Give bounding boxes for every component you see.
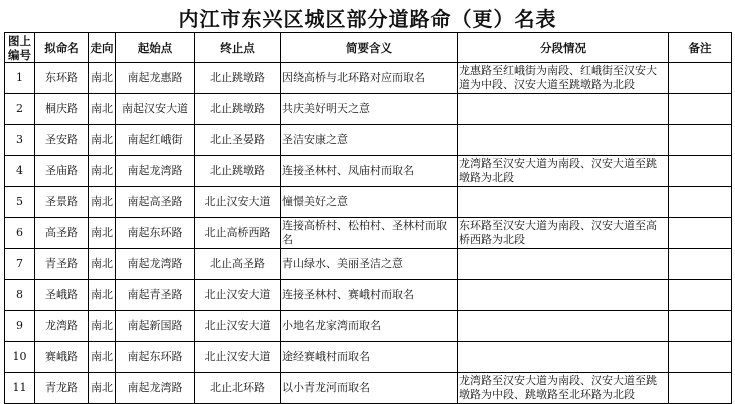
table-row bbox=[5, 342, 732, 373]
cell-end: 北止高桥西路 bbox=[195, 218, 281, 249]
cell-start: 南起东环路 bbox=[116, 342, 195, 373]
cell-start: 南起龙湾路 bbox=[116, 249, 195, 280]
cell-name: 圣景路 bbox=[35, 187, 89, 218]
header-segments: 分段情况 bbox=[458, 33, 669, 63]
cell-number: 9 bbox=[5, 311, 35, 342]
cell-end: 北止汉安大道 bbox=[195, 311, 281, 342]
cell-note bbox=[669, 311, 732, 342]
cell-note bbox=[669, 342, 732, 373]
cell-segments bbox=[458, 311, 669, 342]
cell-end: 北止汉安大道 bbox=[195, 280, 281, 311]
cell-start: 南起青圣路 bbox=[116, 280, 195, 311]
cell-segments bbox=[458, 280, 669, 311]
table-row bbox=[5, 187, 732, 218]
cell-note bbox=[669, 187, 732, 218]
cell-note bbox=[669, 125, 732, 156]
cell-direction: 南北 bbox=[89, 63, 116, 94]
cell-note bbox=[669, 249, 732, 280]
cell-name: 青圣路 bbox=[35, 249, 89, 280]
cell-direction: 南北 bbox=[89, 125, 116, 156]
cell-start: 南起汉安大道 bbox=[116, 94, 195, 125]
cell-start: 南起新国路 bbox=[116, 311, 195, 342]
header-no: 图上编号 bbox=[5, 33, 35, 63]
cell-meaning: 小地名龙家湾而取名 bbox=[281, 311, 458, 342]
cell-segments: 东环路至汉安大道为南段、汉安大道至高桥西路为北段 bbox=[458, 218, 669, 249]
table-row bbox=[5, 311, 732, 342]
cell-segments bbox=[458, 342, 669, 373]
cell-name: 青龙路 bbox=[35, 373, 89, 404]
cell-end: 北止汉安大道 bbox=[195, 342, 281, 373]
cell-note bbox=[669, 156, 732, 187]
table-row bbox=[5, 63, 732, 94]
cell-name: 圣庙路 bbox=[35, 156, 89, 187]
cell-meaning: 因绕高桥与北环路对应而取名 bbox=[281, 63, 458, 94]
cell-segments: 龙湾路至汉安大道为南段、汉安大道至跳墩路为中段、跳墩路至北环路为北段 bbox=[458, 373, 669, 404]
cell-start: 南起龙湾路 bbox=[116, 156, 195, 187]
cell-number: 2 bbox=[5, 94, 35, 125]
table-row bbox=[5, 280, 732, 311]
cell-start: 南起东环路 bbox=[116, 218, 195, 249]
table-row bbox=[5, 125, 732, 156]
cell-end: 北止高圣路 bbox=[195, 249, 281, 280]
cell-segments bbox=[458, 187, 669, 218]
cell-direction: 南北 bbox=[89, 373, 116, 404]
cell-segments bbox=[458, 125, 669, 156]
cell-meaning: 连接圣林村、凤庙村而取名 bbox=[281, 156, 458, 187]
cell-number: 3 bbox=[5, 125, 35, 156]
cell-meaning: 共庆美好明天之意 bbox=[281, 94, 458, 125]
cell-meaning: 途经赛峨村而取名 bbox=[281, 342, 458, 373]
cell-number: 4 bbox=[5, 156, 35, 187]
header-name: 拟命名 bbox=[35, 33, 89, 63]
cell-note bbox=[669, 280, 732, 311]
cell-meaning: 连接圣林村、赛峨村而取名 bbox=[281, 280, 458, 311]
cell-name: 桐庆路 bbox=[35, 94, 89, 125]
cell-name: 龙湾路 bbox=[35, 311, 89, 342]
header-meaning: 简要含义 bbox=[281, 33, 458, 63]
header-start: 起始点 bbox=[116, 33, 195, 63]
cell-meaning: 青山绿水、美丽圣洁之意 bbox=[281, 249, 458, 280]
cell-start: 南起龙湾路 bbox=[116, 373, 195, 404]
cell-direction: 南北 bbox=[89, 187, 116, 218]
road-naming-table bbox=[4, 32, 732, 404]
cell-number: 1 bbox=[5, 63, 35, 94]
cell-note bbox=[669, 373, 732, 404]
cell-number: 11 bbox=[5, 373, 35, 404]
cell-direction: 南北 bbox=[89, 94, 116, 125]
cell-start: 南起龙惠路 bbox=[116, 63, 195, 94]
cell-name: 圣安路 bbox=[35, 125, 89, 156]
cell-number: 6 bbox=[5, 218, 35, 249]
table-row bbox=[5, 249, 732, 280]
cell-number: 5 bbox=[5, 187, 35, 218]
cell-direction: 南北 bbox=[89, 342, 116, 373]
table-row bbox=[5, 156, 732, 187]
cell-number: 10 bbox=[5, 342, 35, 373]
cell-direction: 南北 bbox=[89, 311, 116, 342]
cell-end: 北止汉安大道 bbox=[195, 187, 281, 218]
cell-start: 南起高圣路 bbox=[116, 187, 195, 218]
cell-direction: 南北 bbox=[89, 156, 116, 187]
page-title: 内江市东兴区城区部分道路命（更）名表 bbox=[178, 7, 557, 31]
cell-meaning: 憧憬美好之意 bbox=[281, 187, 458, 218]
cell-number: 8 bbox=[5, 280, 35, 311]
cell-end: 北止跳墩路 bbox=[195, 63, 281, 94]
cell-name: 高圣路 bbox=[35, 218, 89, 249]
cell-segments: 龙湾路至汉安大道为南段、汉安大道至跳墩路为北段 bbox=[458, 156, 669, 187]
cell-name: 圣峨路 bbox=[35, 280, 89, 311]
header-direction: 走向 bbox=[89, 33, 116, 63]
header-note: 备注 bbox=[669, 33, 732, 63]
cell-direction: 南北 bbox=[89, 218, 116, 249]
table-row bbox=[5, 218, 732, 249]
cell-note bbox=[669, 94, 732, 125]
table-row bbox=[5, 373, 732, 404]
table-row bbox=[5, 94, 732, 125]
cell-note bbox=[669, 63, 732, 94]
cell-number: 7 bbox=[5, 249, 35, 280]
cell-segments bbox=[458, 249, 669, 280]
cell-end: 北止跳墩路 bbox=[195, 94, 281, 125]
cell-end: 北止北环路 bbox=[195, 373, 281, 404]
cell-name: 赛峨路 bbox=[35, 342, 89, 373]
cell-start: 南起红峨街 bbox=[116, 125, 195, 156]
cell-name: 东环路 bbox=[35, 63, 89, 94]
cell-meaning: 连接高桥村、松柏村、圣林村而取名 bbox=[281, 218, 458, 249]
cell-segments: 龙惠路至红峨街为南段、红峨街至汉安大道为中段、汉安大道至跳墩路为北段 bbox=[458, 63, 669, 94]
cell-direction: 南北 bbox=[89, 249, 116, 280]
cell-end: 北止跳墩路 bbox=[195, 156, 281, 187]
cell-end: 北止圣晏路 bbox=[195, 125, 281, 156]
cell-note bbox=[669, 218, 732, 249]
cell-meaning: 以小青龙河而取名 bbox=[281, 373, 458, 404]
header-row bbox=[5, 33, 732, 63]
cell-direction: 南北 bbox=[89, 280, 116, 311]
cell-meaning: 圣洁安康之意 bbox=[281, 125, 458, 156]
header-end: 终止点 bbox=[195, 33, 281, 63]
cell-segments bbox=[458, 94, 669, 125]
